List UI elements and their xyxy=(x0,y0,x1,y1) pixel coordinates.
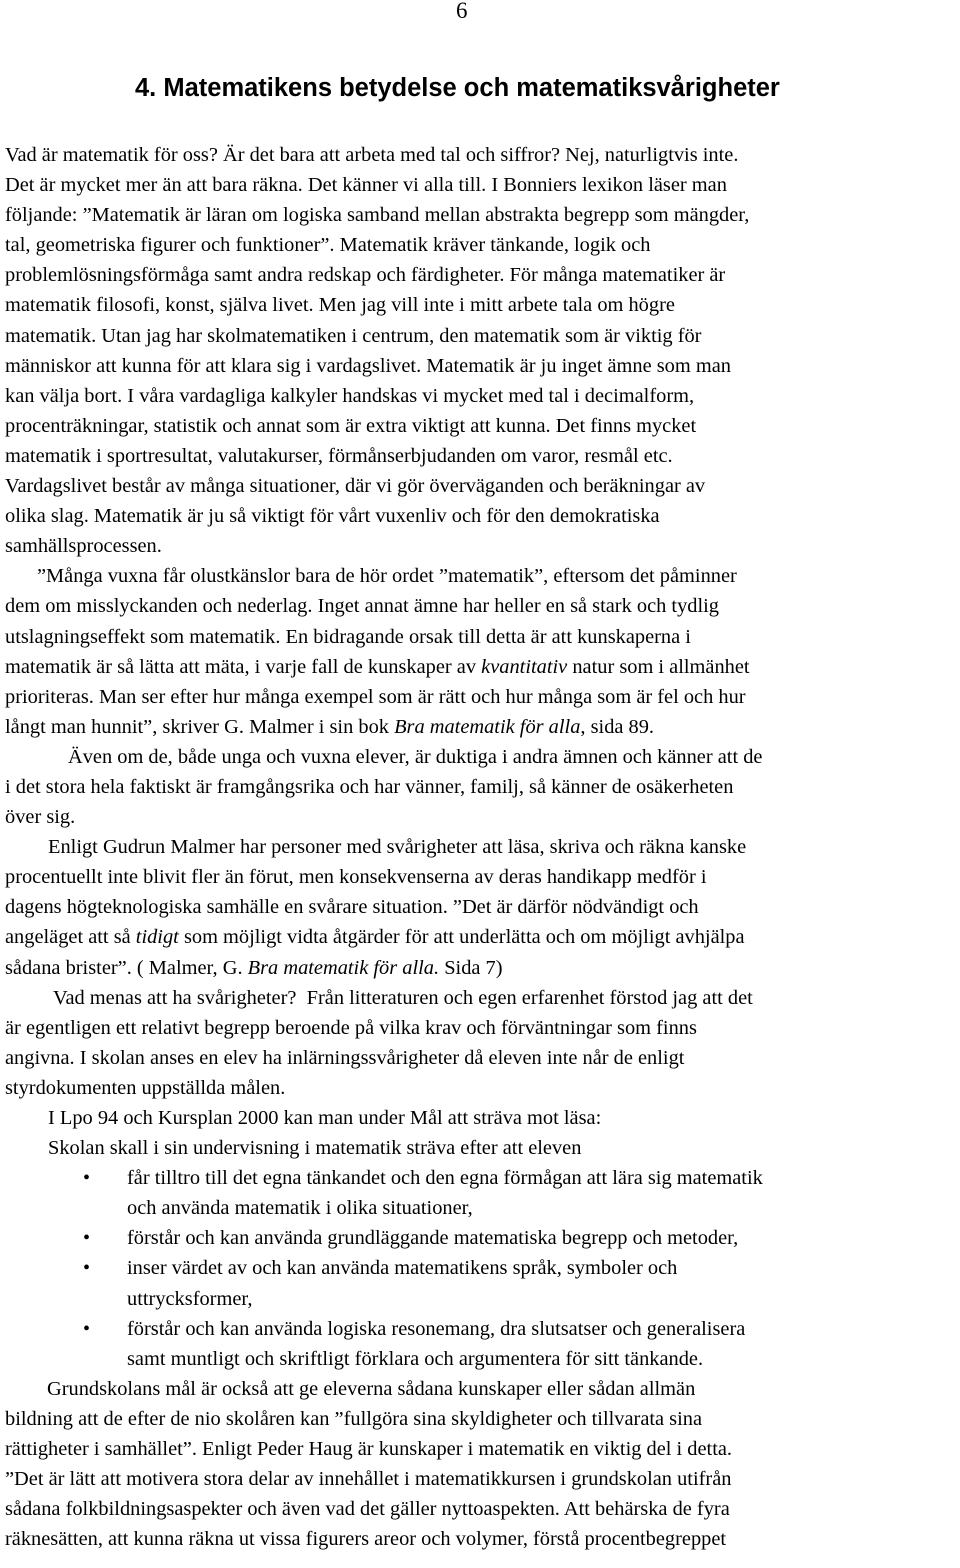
book-title: Bra matematik för alla. xyxy=(247,956,440,979)
text-run: angeläget att så xyxy=(5,926,136,949)
bullet-icon: • xyxy=(83,1257,91,1280)
text-line: samt muntligt och skriftligt förklara och argumentera för sitt tänkande. xyxy=(127,1347,704,1370)
text-line: Grundskolans mål är också att ge eleverna sådana kunskaper eller sådan allmän xyxy=(47,1377,696,1400)
text-line: ”Många vuxna får olustkänslor bara de hör ordet ”matematik”, eftersom det påminner xyxy=(37,565,737,588)
text-line: matematik. Utan jag har skolmatematiken i centrum, den matematik som är viktig för xyxy=(5,324,702,347)
text-line: dagens högteknologiska samhälle en svårare situation. ”Det är därför nödvändigt och xyxy=(5,896,699,919)
list-item xyxy=(5,1223,957,1253)
text-line: matematik i sportresultat, valutakurser, förmånserbjudanden om varor, resmål etc. xyxy=(5,444,673,467)
text-line: tal, geometriska figurer och funktioner”. Matematik kräver tänkande, logik och xyxy=(5,234,651,257)
chapter-heading: 4. Matematikens betydelse och matematiksvårigheter xyxy=(135,74,780,102)
text-run: , sida 89. xyxy=(580,715,655,738)
list-item-text: förstår och kan använda logiska resonemang, dra slutsatser och generalisera xyxy=(127,1317,746,1340)
book-title: Bra matematik för alla xyxy=(394,715,581,738)
text-line: bildning att de efter de nio skolåren kan ”fullgöra sina skyldigheter och tillvarata sina xyxy=(5,1407,703,1430)
text-line: följande: ”Matematik är läran om logiska samband mellan abstrakta begrepp som mängder, xyxy=(5,204,750,227)
text-line: i det stora hela faktiskt är framgångsrika och har vänner, familj, så känner de osäkerheten xyxy=(5,775,734,798)
italic-term: tidigt xyxy=(135,926,179,949)
text-line: matematik filosofi, konst, själva livet. Men jag vill inte i mitt arbete tala om högre xyxy=(5,294,675,317)
text-line: Det är mycket mer än att bara räkna. Det känner vi alla till. I Bonniers lexikon läser man xyxy=(5,174,727,197)
page-number: 6 xyxy=(456,0,468,23)
text-line xyxy=(5,652,957,682)
text-line: Enligt Gudrun Malmer har personer med svårigheter att läsa, skriva och räkna kanske xyxy=(48,836,747,859)
text-line: sådana folkbildningsaspekter och även vad det gäller nyttoaspekten. Att behärska de fyra xyxy=(5,1498,730,1521)
text-line xyxy=(5,953,957,983)
text-line: över sig. xyxy=(5,806,76,829)
text-line: styrdokumenten uppställda målen. xyxy=(5,1076,286,1099)
text-line: Vad är matematik för oss? Är det bara att arbeta med tal och siffror? Nej, naturligtvis inte. xyxy=(5,144,739,166)
list-item xyxy=(5,1163,957,1193)
bullet-icon: • xyxy=(83,1167,91,1190)
text-line: Skolan skall i sin undervisning i matematik sträva efter att eleven xyxy=(48,1137,582,1160)
text-line: människor att kunna för att klara sig i vardagslivet. Matematik är ju inget ämne som man xyxy=(5,354,731,377)
text-run: Sida 7) xyxy=(439,956,503,979)
text-line: samhällsprocessen. xyxy=(5,535,162,558)
text-run: som möjligt vidta åtgärder för att underlätta och om möjligt avhjälpa xyxy=(178,926,745,949)
text-line: utslagningseffekt som matematik. En bidragande orsak till detta är att kunskaperna i xyxy=(5,625,691,648)
text-line: ”Det är lätt att motivera stora delar av innehållet i matematikkursen i grundskolan utifrån xyxy=(5,1468,732,1491)
text-line xyxy=(5,712,957,742)
body-text xyxy=(5,140,957,1554)
text-run: sådana brister”. ( Malmer, G. xyxy=(5,956,248,979)
text-line xyxy=(5,922,957,952)
text-line: uttrycksformer, xyxy=(127,1287,253,1310)
list-item-text: inser värdet av och kan använda matematikens språk, symboler och xyxy=(127,1257,678,1280)
text-line: olika slag. Matematik är ju så viktigt för vårt vuxenliv och för den demokratiska xyxy=(5,505,660,528)
italic-term: kvantitativ xyxy=(481,655,568,678)
text-line: prioriteras. Man ser efter hur många exempel som är rätt och hur många som är fel och hur xyxy=(5,685,746,708)
bullet-icon: • xyxy=(83,1317,91,1340)
text-line: Även om de, både unga och vuxna elever, är duktiga i andra ämnen och känner att de xyxy=(68,745,763,768)
text-run: långt man hunnit”, skriver G. Malmer i sin bok xyxy=(5,715,395,738)
text-line: räknesätten, att kunna räkna ut vissa figurers areor och volymer, förstå procentbegreppet xyxy=(5,1528,727,1551)
list-item xyxy=(5,1253,957,1283)
text-line: procenträkningar, statistik och annat som är extra viktigt att kunna. Det finns mycket xyxy=(5,414,697,437)
text-line: kan välja bort. I våra vardagliga kalkyler handskas vi mycket med tal i decimalform, xyxy=(5,384,695,407)
list-item-text: får tilltro till det egna tänkandet och den egna förmågan att lära sig matematik xyxy=(127,1167,763,1190)
text-line: Vad menas att ha svårigheter? Från litteraturen och egen erfarenhet förstod jag att det xyxy=(53,986,753,1009)
text-line: problemlösningsförmåga samt andra redskap och färdigheter. För många matematiker är xyxy=(5,264,726,287)
text-line: rättigheter i samhället”. Enligt Peder Haug är kunskaper i matematik en viktig del i detta. xyxy=(5,1438,733,1461)
list-item xyxy=(5,1314,957,1344)
text-run: natur som i allmänhet xyxy=(567,655,750,678)
text-line: dem om misslyckanden och nederlag. Inget annat ämne har heller en så stark och tydlig xyxy=(5,595,720,618)
bullet-icon: • xyxy=(83,1227,91,1250)
list-item-text: förstår och kan använda grundläggande matematiska begrepp och metoder, xyxy=(127,1227,739,1250)
text-line: I Lpo 94 och Kursplan 2000 kan man under Mål att sträva mot läsa: xyxy=(48,1107,602,1129)
text-line: Vardagslivet består av många situationer, där vi gör överväganden och beräkningar av xyxy=(5,475,706,498)
text-run: matematik är så lätta att mäta, i varje fall de kunskaper av xyxy=(5,655,482,678)
text-line: procentuellt inte blivit fler än förut, men konsekvenserna av deras handikapp medför i xyxy=(5,866,707,889)
text-line: är egentligen ett relativt begrepp beroende på vilka krav och förväntningar som finns xyxy=(5,1016,697,1039)
text-line: angivna. I skolan anses en elev ha inlärningssvårigheter då eleven inte når de enligt xyxy=(5,1046,685,1069)
text-line: och använda matematik i olika situationer, xyxy=(127,1197,473,1220)
